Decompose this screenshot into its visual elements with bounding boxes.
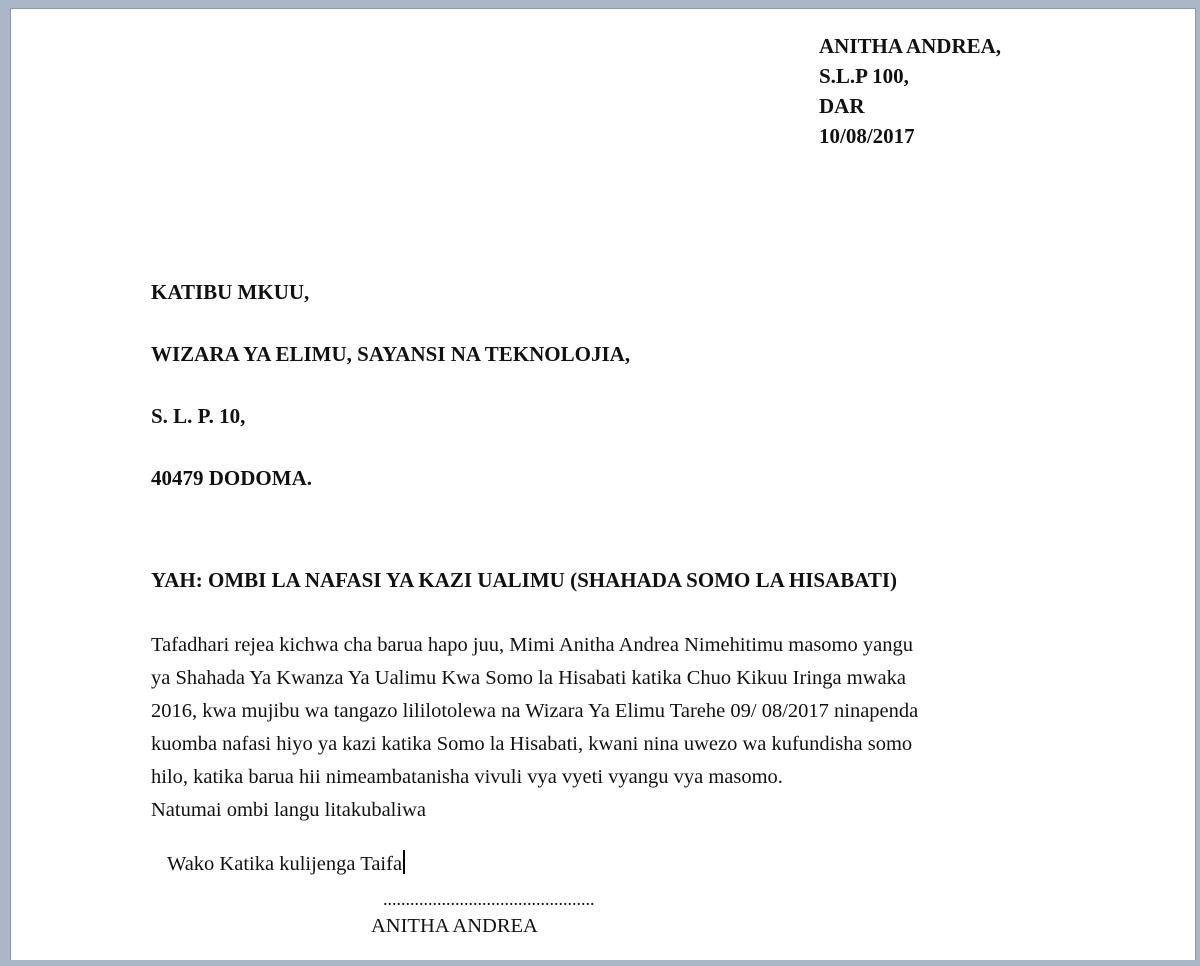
document-page[interactable]	[10, 8, 1196, 961]
signature-name: ANITHA ANDREA	[371, 915, 538, 937]
recipient-title: KATIBU MKUU,	[151, 280, 310, 304]
letter-body	[151, 629, 1051, 827]
sender-po-box: S.L.P 100,	[819, 64, 909, 88]
sender-address-block	[819, 31, 1001, 151]
text-cursor	[403, 850, 405, 874]
closing-line[interactable]	[167, 849, 405, 879]
closing-text: Wako Katika kulijenga Taifa	[167, 853, 403, 875]
window-bottom-edge	[0, 960, 1200, 966]
signature-line: ...............................................	[383, 889, 595, 909]
letter-subject: YAH: OMBI LA NAFASI YA KAZI UALIMU (SHAHADA SOMO LA HISABATI)	[151, 568, 898, 592]
recipient-ministry: WIZARA YA ELIMU, SAYANSI NA TEKNOLOJIA,	[151, 342, 631, 366]
recipient-po-box: S. L. P. 10,	[151, 404, 246, 428]
body-line: Tafadhari rejea kichwa cha barua hapo juu, Mimi Anitha Andrea Nimehitimu masomo yangu	[151, 634, 913, 656]
body-line: 2016, kwa mujibu wa tangazo lililotolewa na Wizara Ya Elimu Tarehe 09/ 08/2017 ninapenda	[151, 700, 919, 722]
letter-date: 10/08/2017	[819, 124, 915, 148]
body-line: hilo, katika barua hii nimeambatanisha vivuli vya vyeti vyangu vya masomo.	[151, 766, 783, 788]
body-line: Natumai ombi langu litakubaliwa	[151, 799, 426, 821]
body-line: ya Shahada Ya Kwanza Ya Ualimu Kwa Somo la Hisabati katika Chuo Kikuu Iringa mwaka	[151, 667, 906, 689]
recipient-city: 40479 DODOMA.	[151, 466, 312, 490]
sender-city: DAR	[819, 94, 865, 118]
sender-name: ANITHA ANDREA,	[819, 34, 1002, 58]
body-line: kuomba nafasi hiyo ya kazi katika Somo la Hisabati, kwani nina uwezo wa kufundisha somo	[151, 733, 913, 755]
recipient-address-block	[151, 275, 630, 523]
